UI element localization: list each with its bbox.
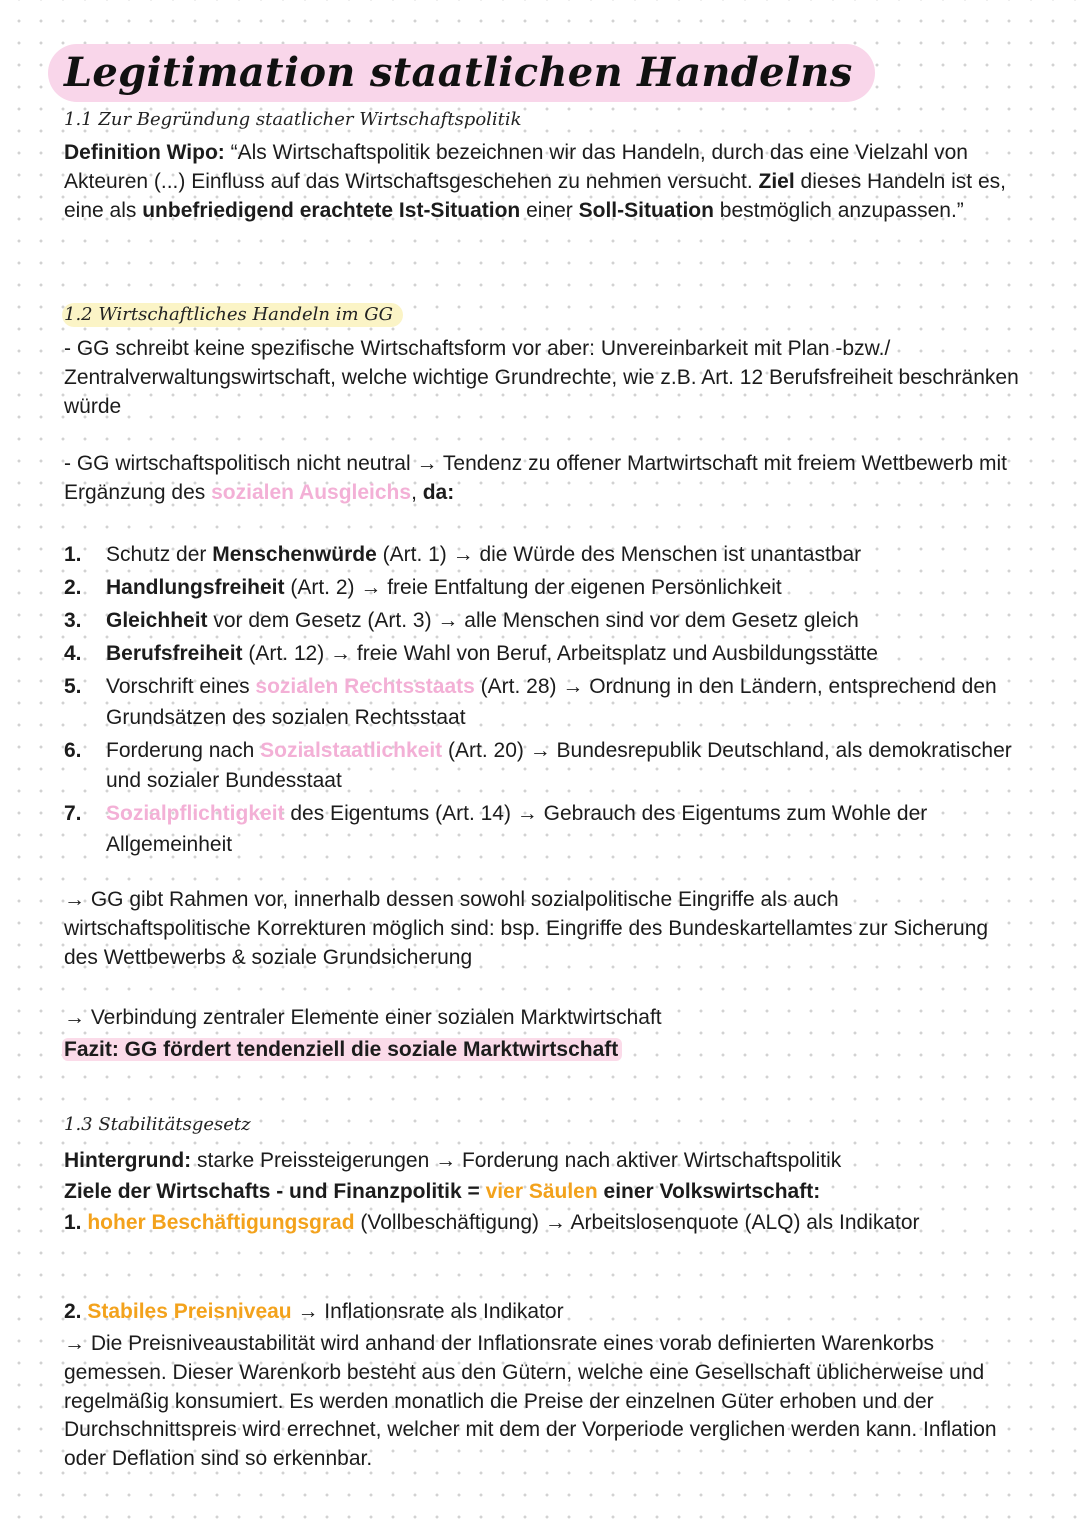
list-item-number: 1.: [64, 543, 82, 566]
list-item-text: Schutz der: [106, 543, 213, 566]
ziel-2-line: [64, 1297, 1024, 1326]
hintergrund-line: [64, 1146, 1024, 1175]
list-item-text: (Art. 1) → die Würde des Menschen ist unantastbar: [376, 543, 862, 566]
list-item-text: (Art. 12) → freie Wahl von Beruf, Arbeitsplatz und Ausbildungsstätte: [242, 642, 878, 665]
list-item-bold: Gleichheit: [106, 609, 208, 632]
ziel-2-highlight: Stabiles Preisniveau: [87, 1300, 292, 1323]
list-item-text: vor dem Gesetz (Art. 3) → alle Menschen sind vor dem Gesetz gleich: [207, 609, 859, 632]
hintergrund-label: Hintergrund:: [64, 1149, 192, 1172]
ziel-text: dieses Handeln ist es, eine als: [64, 170, 1006, 222]
definition-paragraph: [64, 138, 1024, 225]
vier-saeulen-highlight: vier Säulen: [485, 1180, 598, 1203]
hintergrund-text: starke Preissteigerungen → Forderung nach aktiver Wirtschaftspolitik: [191, 1149, 842, 1172]
list-item-text: des Eigentums (Art. 14) → Gebrauch des Eigentums zum Wohle der Allgemeinheit: [106, 802, 928, 856]
list-item-pink: Sozialpflichtigkeit: [106, 802, 285, 825]
list-item: [64, 799, 1024, 860]
ziel-2-text: → Inflationsrate als Indikator: [291, 1300, 564, 1323]
gg-paragraph-2: [64, 449, 1024, 507]
fazit-line: [64, 1035, 1024, 1064]
gg-paragraph-1: - GG schreibt keine spezifische Wirtschaftsform vor aber: Unvereinbarkeit mit Plan -bzw./ Zentralverwaltungswirtschaft, welche wichtige Grundrechte, wie z.B. Art. 12 Berufsfreiheit beschränken würde: [64, 337, 1019, 418]
section-heading-1-3: 1.3 Stabilitätsgesetz: [64, 1114, 251, 1135]
list-item-number: 6.: [64, 738, 82, 762]
list-item-number: 3.: [64, 609, 82, 632]
list-item: [64, 736, 1024, 797]
ziel-text-2: einer: [520, 199, 579, 222]
ziele-label: Ziele der Wirtschafts - und Finanzpolitik =: [64, 1180, 486, 1203]
gg-paragraph-2-text: - GG wirtschaftspolitisch nicht neutral → Tendenz zu offener Martwirtschaft mit freiem Wettbewerb mit Ergänzung des: [64, 452, 1008, 504]
da-bold: da:: [422, 481, 455, 504]
list-item-pink: Sozialstaatlichkeit: [260, 738, 443, 762]
preisniveau-paragraph: → Die Preisniveaustabilität wird anhand der Inflationsrate eines vorab definierten Warenkorbs gemessen. Dieser Warenkorb besteht aus den Gütern, welche eine Gesellschaft üblicherweise und regelmäßig konsumiert. Es werden monatlich die Preise der einzelnen Güter erhoben und der Durchschnittspreis wird errechnet, welcher mit dem der Vorperiode verglichen werden kann. Inflation oder Deflation sind so erkennbar.: [64, 1332, 997, 1471]
section-heading-1-2: 1.2 Wirtschaftliches Handeln im GG: [62, 303, 403, 327]
soll-situation-bold: Soll-Situation: [578, 199, 714, 222]
list-item-text: (Art. 2) → freie Entfaltung der eigenen Persönlichkeit: [284, 576, 782, 599]
ziel-1-number: 1.: [64, 1211, 82, 1234]
definition-text: “Als Wirtschaftspolitik bezeichnen wir das Handeln, durch das eine Vielzahl von Akteuren (...) Einfluss auf das Wirtschaftsgeschehen zu nehmen versucht.: [64, 141, 968, 193]
list-item-bold: Berufsfreiheit: [106, 642, 243, 665]
ziele-line: [64, 1177, 1024, 1206]
list-item-pink: sozialen Rechtsstaats: [255, 675, 475, 698]
page-title: Legitimation staatlichen Handelns: [48, 44, 875, 102]
list-item: [64, 606, 1024, 637]
list-item-number: 5.: [64, 675, 82, 698]
list-item-bold: Handlungsfreiheit: [106, 576, 285, 599]
ziel-1-text: (Vollbeschäftigung) → Arbeitslosenquote (ALQ) als Indikator: [354, 1211, 920, 1234]
list-item-text: (Art. 20) → Bundesrepublik Deutschland, als demokratischer und sozialer Bundesstaat: [106, 738, 1012, 792]
ziel-1-paragraph: [64, 1208, 1024, 1237]
gg-rahmen-paragraph: → GG gibt Rahmen vor, innerhalb dessen sowohl sozialpolitische Eingriffe als auch wirtschaftspolitische Korrekturen möglich sind: bsp. Eingriffe des Bundeskartellamtes zur Sicherung des Wettbewerbs & soziale Grundsicherung: [64, 888, 989, 969]
ist-situation-bold: unbefriedigend erachtete Ist-Situation: [142, 199, 521, 222]
gg-paragraph-2-comma: ,: [411, 481, 423, 504]
list-item: [64, 639, 1024, 670]
list-item-number: 4.: [64, 642, 82, 665]
ziel-text-3: bestmöglich anzupassen.”: [713, 199, 964, 222]
list-item: [64, 672, 1024, 733]
definition-label: Definition Wipo:: [64, 141, 225, 164]
list-item-text: Vorschrift eines: [106, 675, 256, 698]
ziele-label-end: einer Volkswirtschaft:: [597, 1180, 821, 1203]
verbindung-line: → Verbindung zentraler Elemente einer sozialen Marktwirtschaft: [64, 1006, 662, 1029]
list-item-text: (Art. 28) → Ordnung in den Ländern, entsprechend den Grundsätzen des sozialen Rechtsstaat: [106, 675, 997, 729]
ziel-label: Ziel: [758, 170, 795, 193]
list-item-text: Forderung nach: [106, 738, 261, 762]
grundrechte-list: [64, 540, 1024, 863]
list-item: [64, 573, 1024, 604]
sozialer-ausgleich-highlight: sozialen Ausgleichs: [211, 481, 412, 504]
section-heading-1-1: 1.1 Zur Begründung staatlicher Wirtschaftspolitik: [64, 109, 522, 130]
list-item: [64, 540, 1024, 571]
fazit-text: Fazit: GG fördert tendenziell die soziale Marktwirtschaft: [62, 1038, 622, 1061]
list-item-number: 7.: [64, 802, 82, 825]
list-item-bold: Menschenwürde: [212, 543, 377, 566]
ziel-2-number: 2.: [64, 1300, 82, 1323]
list-item-number: 2.: [64, 576, 82, 599]
ziel-1-highlight: hoher Beschäftigungsgrad: [87, 1211, 355, 1234]
